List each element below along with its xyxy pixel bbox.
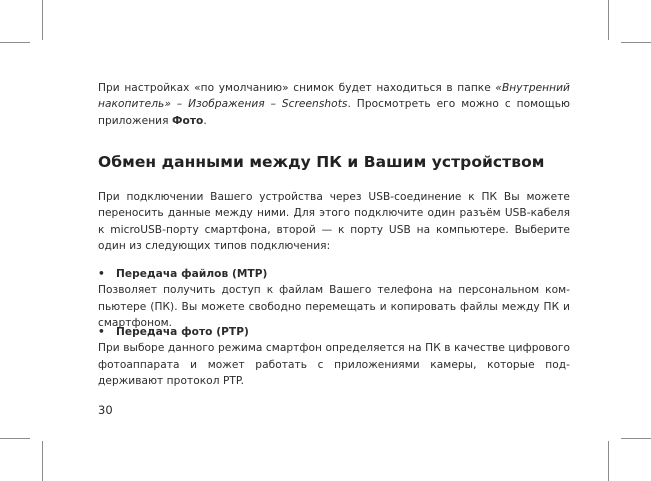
- document-page: [98, 80, 570, 387]
- list-item-text: При выборе данного режима смартфон определяется на ПК в качестве цифрового фотоаппарата и может работать с приложениями камеры, которые поддерживают протокол PTP.: [98, 342, 570, 387]
- crop-mark-top-right: [608, 0, 609, 40]
- crop-mark-left-top: [0, 42, 30, 43]
- list-item-title: Передача фото (PTP): [116, 326, 249, 338]
- section-heading: Обмен данными между ПК и Вашим устройством: [98, 153, 545, 171]
- list-item-heading: [98, 266, 570, 282]
- intro-text: При настройках «по умолчанию» снимок будет находиться в папке: [98, 82, 496, 94]
- crop-mark-bottom-right: [608, 441, 609, 481]
- section-body: При подключении Вашего устройства через USB-соединение к ПК Вы можете переносить данные между ними. Для этого подключите один разъём USB-кабеля к microUSB-порту смартфона, второй — к порту USB на компьютере. Выберите один из следующих типов подключения:: [98, 191, 570, 252]
- page-number: 30: [98, 403, 113, 417]
- list-item: [98, 266, 570, 331]
- bullet-icon: •: [98, 268, 105, 280]
- screenshots-path: «Внутренний накопитель» – Изображения – Screenshots: [98, 82, 570, 111]
- list-item: [98, 324, 570, 389]
- crop-mark-right-bottom: [621, 438, 651, 439]
- list-item-text: Позволяет получить доступ к файлам Вашего телефона на персональном компьютере (ПК). Вы можете свободно перемещать и копировать файлы между ПК и смартфоном.: [98, 284, 570, 329]
- list-item-heading: [98, 324, 570, 340]
- crop-mark-right-top: [621, 42, 651, 43]
- crop-mark-left-bottom: [0, 438, 30, 439]
- photos-app-name: Фото: [171, 114, 204, 127]
- list-item-title: Передача файлов (MTP): [116, 268, 268, 280]
- crop-mark-top-left: [42, 0, 43, 40]
- bullet-icon: •: [98, 326, 105, 338]
- crop-mark-bottom-left: [42, 441, 43, 481]
- intro-text-cont: . Просмотреть его можно с помощью приложения: [98, 98, 570, 127]
- intro-paragraph: [98, 80, 570, 129]
- intro-text-end: .: [203, 114, 207, 127]
